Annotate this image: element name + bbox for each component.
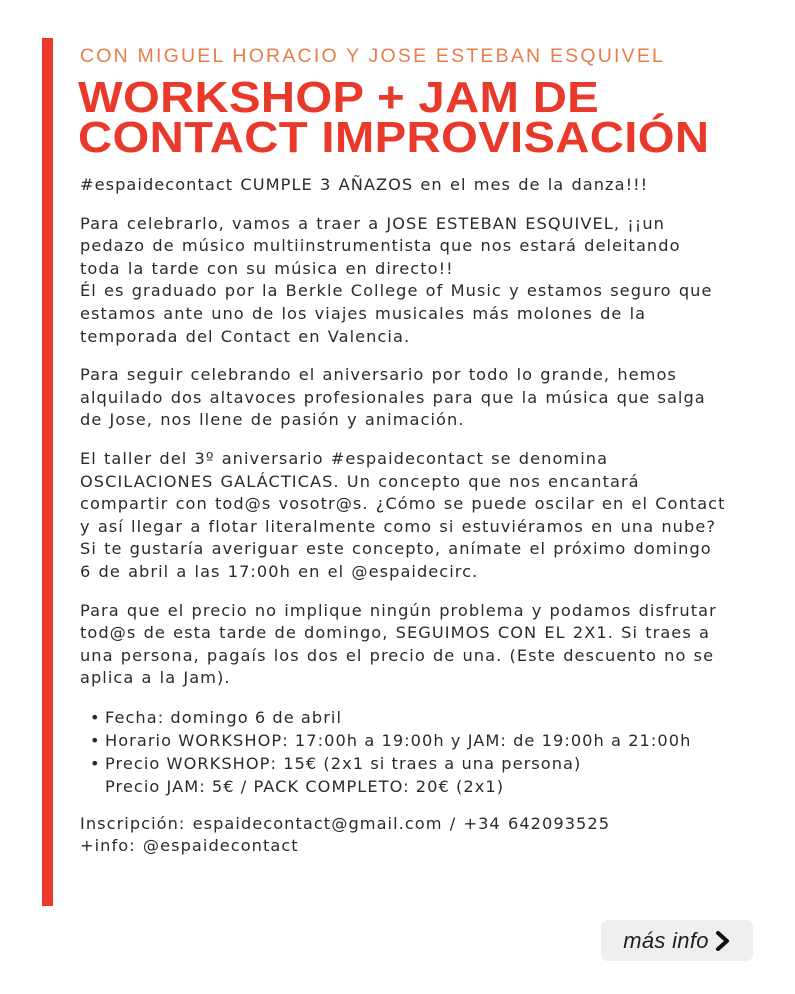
event-details-list [80, 706, 795, 798]
chevron-right-icon [715, 931, 731, 951]
paragraph-line: Para que el precio no implique ningún problema y podamos disfrutar [80, 600, 717, 620]
paragraph-line: compartir con tod@s vosotr@s. ¿Cómo se puede oscilar en el Contact [80, 494, 726, 514]
precio-workshop-text: Precio WORKSHOP: 15€ (2x1 si traes a una persona) [105, 753, 582, 773]
accent-bar [42, 38, 53, 906]
list-item-fecha [90, 706, 795, 729]
poster-content [80, 44, 795, 858]
speakers-paragraph [80, 364, 795, 432]
pricing-paragraph [80, 600, 795, 690]
paragraph-line: Si te gustaría averiguar este concepto, anímate el próximo domingo [80, 539, 712, 559]
paragraph-line: toda la tarde con su música en directo!! [80, 258, 454, 278]
list-item-precio [90, 752, 795, 798]
horario-text: Horario WORKSHOP: 17:00h a 19:00h y JAM: de 19:00h a 21:00h [105, 730, 692, 750]
page-title [78, 73, 795, 162]
title-line-2: CONTACT IMPROVISACIÓN [78, 113, 710, 162]
more-info-label: más info [623, 927, 709, 953]
paragraph-line: y así llegar a flotar literalmente como si estuviéramos en una nube? [80, 516, 716, 536]
bullet-icon: • [90, 707, 101, 727]
paragraph-line: Él es graduado por la Berkle College of Music y estamos seguro que [80, 281, 713, 301]
fecha-text: Fecha: domingo 6 de abril [105, 707, 343, 727]
paragraph-line: El taller del 3º aniversario #espaidecontact se denomina [80, 448, 609, 468]
subtitle: CON MIGUEL HORACIO Y JOSE ESTEBAN ESQUIVEL [80, 45, 666, 67]
precio-jam-text: Precio JAM: 5€ / PACK COMPLETO: 20€ (2x1) [105, 776, 505, 796]
celebration-paragraph [80, 213, 795, 349]
contact-line-info: +info: @espaidecontact [80, 836, 299, 856]
list-item-horario [90, 729, 795, 752]
paragraph-line: alquilado dos altavoces profesionales para que la música que salga [80, 387, 706, 407]
paragraph-line: #espaidecontact CUMPLE 3 AÑAZOS en el mes de la danza!!! [80, 175, 649, 194]
paragraph-line: una persona, pagaís los dos el precio de una. (Este descuento no se [80, 645, 715, 665]
paragraph-line: de Jose, nos llene de pasión y animación. [80, 410, 465, 430]
workshop-paragraph [80, 448, 795, 584]
intro-paragraph [80, 174, 795, 197]
paragraph-line: temporada del Contact en Valencia. [80, 326, 411, 346]
paragraph-line: pedazo de músico multiinstrumentista que nos estará deleitando [80, 236, 681, 256]
more-info-button[interactable] [601, 920, 753, 961]
title-line-1: WORKSHOP + JAM DE [78, 73, 600, 122]
contact-info [80, 813, 795, 858]
paragraph-line: aplica a la Jam). [80, 668, 231, 688]
contact-line-inscripcion: Inscripción: espaidecontact@gmail.com / +34 642093525 [80, 813, 611, 833]
paragraph-line: estamos ante uno de los viajes musicales más molones de la [80, 303, 647, 323]
paragraph-line: OSCILACIONES GALÁCTICAS. Un concepto que nos encantará [80, 471, 640, 491]
paragraph-line: tod@s de esta tarde de domingo, SEGUIMOS CON EL 2X1. Si traes a [80, 623, 710, 643]
paragraph-line: 6 de abril a las 17:00h en el @espaidecirc. [80, 561, 479, 581]
paragraph-line: Para celebrarlo, vamos a traer a JOSE ESTEBAN ESQUIVEL, ¡¡un [80, 213, 665, 233]
paragraph-line: Para seguir celebrando el aniversario por todo lo grande, hemos [80, 365, 677, 385]
bullet-icon: • [90, 730, 101, 750]
bullet-icon: • [90, 753, 101, 773]
